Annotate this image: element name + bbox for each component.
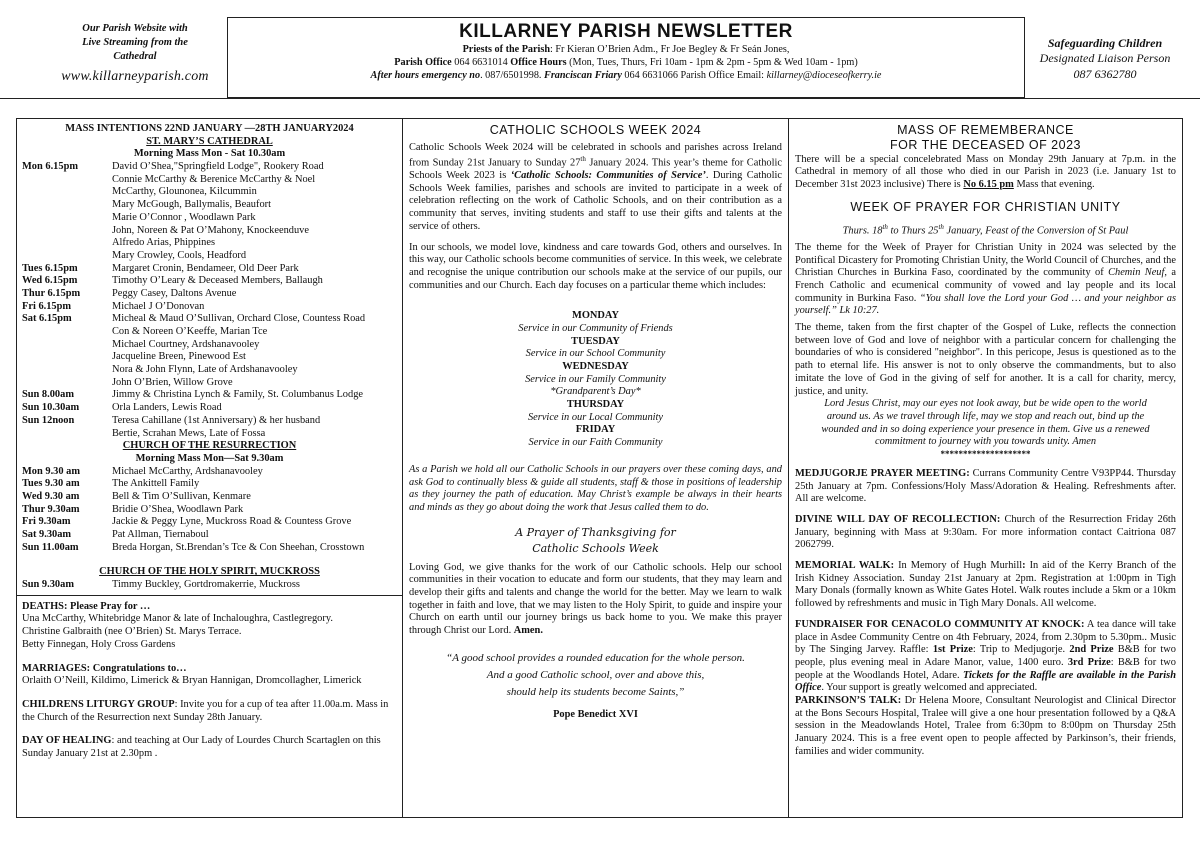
email-link[interactable]: killarney@dioceseofkerry.ie bbox=[766, 70, 882, 82]
intention-name: Timmy Buckley, Gortdromakerrie, Muckross bbox=[112, 579, 300, 591]
quote-author: Pope Benedict XVI bbox=[553, 708, 638, 720]
mass-time bbox=[22, 339, 112, 352]
cenacolo-fundraiser-notice: FUNDRAISER FOR CENACOLO COMMUNITY AT KNOCK: A tea dance will take place in Asdee Community Centre on 4th February, 2024, from 2.30pm to 5.30pm.. Music by The Singing Jarvey. Raffle: 1st Prize: Trip to Medjugorje. 2nd Prize B&B for two people, plus evening meal in Adare Manor, value, 1400 euro. 3rd Prize: B&B for two people at the Woodlands Hotel, Adare. Tickets for the Raffle are available in the Parish Office. Your support is greatly welcomed and appreciated. bbox=[795, 618, 1176, 694]
mass-intention-row bbox=[22, 237, 397, 250]
christian-unity-prayer: Lord Jesus Christ, may our eyes not look away, but be wide open to the world around us. As we travel through life, may we stop and reach out, bind up the wounded and in so doing experience your presence in them. Give us a renewed commitment to journey with you towards unity. Amen bbox=[821, 398, 1150, 448]
intention-name: Michael J O’Donovan bbox=[112, 300, 205, 312]
mass-time bbox=[22, 225, 112, 238]
mass-intention-row bbox=[22, 466, 397, 479]
mass-intention-row bbox=[22, 326, 397, 339]
intention-name: Con & Noreen O’Keeffe, Marian Tce bbox=[112, 326, 268, 337]
mass-intention-row bbox=[22, 313, 397, 326]
medjugorje-notice: MEDJUGORJE PRAYER MEETING: Currans Community Centre V93PP44. Thursday 25th January at 7pm. Confessions/Holy Mass/Adoration & Healing. Refreshments after. All are welcome. bbox=[795, 467, 1176, 505]
intention-name: David O’Shea,"Springfield Lodge", Rookery Road bbox=[112, 161, 324, 173]
mass-intention-row bbox=[22, 275, 397, 288]
prayer-title: A Prayer of Thanksgiving for Catholic Schools Week bbox=[515, 525, 676, 556]
mass-time: Sun 8.00am bbox=[22, 389, 74, 401]
website-intro: Our Parish Website with Live Streaming from the Cathedral bbox=[82, 23, 188, 62]
mass-time bbox=[22, 186, 112, 199]
mass-time bbox=[22, 174, 112, 187]
deaths-section: DEATHS: Please Pray for … Una McCarthy, Whitebridge Manor & late of Inchaloughra, Castlegregory. Christine Galbraith (nee O’Brien) St. Marys Terrace. Betty Finnegan, Holy Cross Gardens bbox=[22, 600, 333, 650]
cathedral-heading: ST. MARY’S CATHEDRAL bbox=[146, 135, 273, 147]
mass-intention-row bbox=[22, 402, 397, 415]
prayer-text: Loving God, we give thanks for the work of our Catholic schools. Help our school communities in their vocation to educate and form our students, that they may learn and develop their gifts and talents and change the world for the better. May we learn to walk together in faith and love, that we may listen to the Holy Spirit, to guide and inspire your Church on earth until our journey brings us back home to you. We make this prayer through Christ our Lord. Amen. bbox=[409, 561, 782, 637]
day-theme: Service in our School Community bbox=[525, 348, 666, 360]
catholic-schools-column bbox=[402, 118, 789, 818]
remembrance-text: There will be a special concelebrated Mass on Monday 29th January at 7p.m. in the Cathedral in memory of all those who died in our Parish in 2023 (i.e. January 1st to December 31st 2023 inclusive) There is No 6.15 pm Mass that evening. bbox=[795, 153, 1176, 190]
mass-intention-row bbox=[22, 364, 397, 377]
christian-unity-dates: Thurs. 18th to Thurs 25th January, Feast of the Conversion of St Paul bbox=[842, 222, 1129, 237]
day-of-healing-section: DAY OF HEALING: and teaching at Our Lady of Lourdes Church Scartaglen on this Sunday January 21st at 2.30pm . bbox=[22, 735, 381, 759]
day-theme: Service in our Local Community bbox=[527, 411, 664, 423]
mass-intention-row bbox=[22, 428, 397, 441]
mass-intention-row bbox=[22, 339, 397, 352]
mass-intention-row bbox=[22, 504, 397, 517]
mass-intention-row bbox=[22, 579, 397, 592]
christian-unity-theme: The theme for the Week of Prayer for Christian Unity in 2024 was selected by the Pontifical Dicastery for Promoting Christian Unity, the World Council of Churches, and the Christian Churches in Burkina Faso, coordinated by the community of Chemin Neuf, a French Catholic and ecumenical community of vowed and lay people and its local community in Burkina Faso. “You shall love the Lord your God … and your neighbor as yourself.” Lk 10:27. bbox=[795, 241, 1176, 317]
intention-name: Michael McCarthy, Ardshanavooley bbox=[112, 465, 263, 477]
mass-intention-row bbox=[22, 491, 397, 504]
intention-name: Mary McGough, Ballymalis, Beaufort bbox=[112, 199, 272, 211]
mass-time: Mon 9.30 am bbox=[22, 465, 81, 477]
mass-intentions-column bbox=[16, 118, 402, 818]
christian-unity-reflection: The theme, taken from the first chapter of the Gospel of Luke, reflects the connection between love of God and love of neighbor with a particular concern for challenging the boundaries of who is considered "neighbor". In this pericope, Jesus is questioned as to the path to eternal life. His answer is not to only observe the commandments, but to also imitate the love of God in the giving of self for another. It is a call for charity, mercy, justice, and unity. bbox=[795, 322, 1176, 397]
memorial-walk-notice: MEMORIAL WALK: In Memory of Hugh Murhill: In aid of the Kerry Branch of the Irish Kidney Association. Sunday 21st January at 2pm. Registration at 1:00pm in Tigh Mary Donals (formally known as White Gates Hotel. Walk routes include a 5km or a 10km followed by refreshments and music in Tigh Mary Donals. All welcome. bbox=[795, 560, 1176, 610]
website-link[interactable]: www.killarneyparish.com bbox=[61, 68, 209, 84]
mass-time: Thur 9.30am bbox=[22, 503, 80, 515]
mass-time bbox=[22, 428, 112, 441]
mass-time: Wed 6.15pm bbox=[22, 275, 78, 287]
resurrection-morning-mass: Morning Mass Mon—Sat 9.30am bbox=[135, 452, 284, 464]
intention-name: Bertie, Scrahan Mews, Late of Fossa bbox=[112, 427, 266, 439]
intention-name: Breda Horgan, St.Brendan’s Tce & Con Sheehan, Crosstown bbox=[112, 541, 365, 553]
mass-time: Thur 6.15pm bbox=[22, 287, 81, 299]
day-name: TUESDAY bbox=[571, 335, 620, 347]
mass-intention-row bbox=[22, 250, 397, 263]
schools-week-title: CATHOLIC SCHOOLS WEEK 2024 bbox=[489, 123, 702, 137]
day-name: WEDNESDAY bbox=[562, 361, 629, 373]
mass-time: Tues 6.15pm bbox=[22, 262, 78, 274]
resurrection-intentions bbox=[22, 466, 397, 555]
mass-intention-row bbox=[22, 478, 397, 491]
mass-time: Fri 6.15pm bbox=[22, 300, 72, 312]
intention-name: Pat Allman, Tiernaboul bbox=[112, 529, 209, 540]
mass-time bbox=[22, 199, 112, 212]
intention-name: Alfredo Arias, Phippines bbox=[112, 237, 216, 249]
mass-time: Tues 9.30 am bbox=[22, 478, 80, 490]
mass-intentions-title: MASS INTENTIONS 22ND JANUARY —28TH JANUARY2024 bbox=[65, 123, 354, 134]
remembrance-title: MASS OF REMEMBERANCE FOR THE DECEASED OF 2023 bbox=[890, 123, 1081, 153]
mass-intention-row bbox=[22, 377, 397, 390]
priests-line: Priests of the Parish: Fr Kieran O’Brien Adm., Fr Joe Begley & Fr Seán Jones, bbox=[462, 44, 790, 56]
resurrection-heading: CHURCH OF THE RESURRECTION bbox=[122, 440, 297, 452]
day-theme: Service in our Family Community bbox=[525, 373, 666, 385]
intention-name: Connie McCarthy & Berenice McCarthy & Noel bbox=[112, 173, 316, 185]
parish-prayer-intention: As a Parish we hold all our Catholic Schools in our prayers over these coming days, and ask God to continually bless & guide all students, staff & those in positions of leadership as they journey the path of education. May Christ’s example be always in their hearts and minds as they go about doing the work that Jesus called them to do. bbox=[409, 463, 782, 513]
website-box bbox=[40, 22, 230, 85]
day-theme: *Grandparent’s Day* bbox=[550, 386, 641, 398]
benedict-quote: “A good school provides a rounded education for the whole person. And a good Catholic school, over and above this, should help its students become Saints,” bbox=[446, 651, 745, 698]
cathedral-intentions bbox=[22, 161, 397, 440]
intention-name: Jackie & Peggy Lyne, Muckross Road & Countess Grove bbox=[112, 516, 352, 528]
intention-name: Bridie O’Shea, Woodlawn Park bbox=[112, 503, 244, 515]
mass-intention-row bbox=[22, 542, 397, 555]
mass-intention-row bbox=[22, 529, 397, 542]
mass-intention-row bbox=[22, 351, 397, 364]
daily-themes bbox=[409, 310, 782, 450]
intention-name: McCarthy, Glounonea, Kilcummin bbox=[112, 186, 257, 198]
newsletter-masthead bbox=[227, 17, 1025, 98]
holy-spirit-intentions bbox=[22, 579, 397, 592]
intention-name: Michael Courtney, Ardshanavooley bbox=[112, 338, 260, 350]
mass-intention-row bbox=[22, 415, 397, 428]
mass-time bbox=[22, 364, 112, 377]
mass-intention-row bbox=[22, 516, 397, 529]
parkinsons-talk-notice: PARKINSON’S TALK: Dr Helena Moore, Consultant Neurologist and Clinical Director at the Bons Secours Hospital, Tralee will give a one hour presentation followed by a Q&A session in the Meadowlands Hotel, Tralee from 6:30pm to 8:00pm on Thursday 25th January 2024. This is a free event open to people affected by Parkinson’s, their friends, families and wider community. bbox=[795, 694, 1176, 757]
stars-divider: ******************** bbox=[940, 448, 1031, 459]
mass-intention-row bbox=[22, 301, 397, 314]
mass-time bbox=[22, 237, 112, 250]
intention-name: Teresa Cahillane (1st Anniversary) & her husband bbox=[112, 414, 321, 426]
notices-column bbox=[789, 118, 1183, 818]
intention-name: John O’Brien, Willow Grove bbox=[112, 376, 233, 388]
header-divider bbox=[0, 98, 1200, 99]
mass-intention-row bbox=[22, 225, 397, 238]
intention-name: Margaret Cronin, Bendameer, Old Deer Park bbox=[112, 262, 299, 274]
mass-intention-row bbox=[22, 389, 397, 402]
day-theme: Service in our Faith Community bbox=[528, 437, 663, 449]
mass-intention-row bbox=[22, 212, 397, 225]
day-name: MONDAY bbox=[572, 310, 619, 322]
cathedral-morning-mass: Morning Mass Mon - Sat 10.30am bbox=[133, 148, 286, 160]
mass-time bbox=[22, 377, 112, 390]
mass-intention-row bbox=[22, 288, 397, 301]
day-theme: Service in our Community of Friends bbox=[518, 322, 673, 334]
intention-name: Marie O’Connor , Woodlawn Park bbox=[112, 211, 256, 223]
mass-time bbox=[22, 351, 112, 364]
safeguarding-box: Safeguarding Children Designated Liaison Person 087 6362780 bbox=[1039, 36, 1171, 81]
day-name: FRIDAY bbox=[575, 424, 616, 436]
mass-intention-row bbox=[22, 174, 397, 187]
intention-name: Orla Landers, Lewis Road bbox=[112, 402, 222, 414]
mass-time: Sun 10.30am bbox=[22, 402, 80, 414]
intention-name: Nora & John Flynn, Late of Ardshanavooley bbox=[112, 364, 298, 376]
christian-unity-title: WEEK OF PRAYER FOR CHRISTIAN UNITY bbox=[850, 199, 1121, 214]
mass-intention-row bbox=[22, 186, 397, 199]
mass-time: Sun 11.00am bbox=[22, 541, 79, 553]
schools-week-body: In our schools, we model love, kindness and care towards God, others and ourselves. In this way, our Catholic schools become communities of service. In this week, we celebrate and recognise the unique contribution our schools make at the service of our pupils, our communities and our Church. Each day focuses on a particular theme which includes: bbox=[409, 241, 782, 291]
mass-time: Wed 9.30 am bbox=[22, 490, 80, 502]
mass-time: Mon 6.15pm bbox=[22, 161, 78, 173]
mass-time: Sat 9.30am bbox=[22, 529, 72, 540]
intention-name: Jacqueline Breen, Pinewood Est bbox=[112, 351, 246, 363]
divine-will-notice: DIVINE WILL DAY OF RECOLLECTION: Church of the Resurrection Friday 26th January, beginning with Mass at 9:30am. For more information contact Caitriona 087 2062799. bbox=[795, 514, 1176, 551]
mass-intention-row bbox=[22, 199, 397, 212]
emergency-line: After hours emergency no. 087/6501998. Franciscan Friary 064 6631066 Parish Office Email: killarney@dioceseofkerry.ie bbox=[370, 70, 882, 82]
mass-intention-row bbox=[22, 263, 397, 276]
holy-spirit-heading: CHURCH OF THE HOLY SPIRIT, MUCKROSS bbox=[99, 566, 320, 578]
intention-name: John, Noreen & Pat O’Mahony, Knockeenduve bbox=[112, 224, 309, 236]
mass-time: Sat 6.15pm bbox=[22, 313, 72, 325]
schools-week-intro: Catholic Schools Week 2024 will be celebrated in schools and parishes across Ireland from Sunday 21st January to Sunday 27th January 2024. This year’s theme for Catholic Schools Week 2023 is ‘Catholic Schools: Communities of Service’. During Catholic Schools Week families, parishes and schools are invited to participate in a week of celebration reflecting on the work of Catholic Schools, and on their contribution as a community that serves, inviting students and staff to use their gifts and talents at the service of others. bbox=[409, 142, 782, 232]
mass-time: Sun 12noon bbox=[22, 414, 75, 426]
intention-name: Micheal & Maud O’Sullivan, Orchard Close, Countess Road bbox=[112, 313, 366, 325]
mass-time bbox=[22, 212, 112, 225]
mass-time: Fri 9.30am bbox=[22, 516, 71, 528]
intention-name: Jimmy & Christina Lynch & Family, St. Columbanus Lodge bbox=[112, 389, 364, 401]
mass-intention-row bbox=[22, 161, 397, 174]
intention-name: The Ankittell Family bbox=[112, 478, 200, 490]
intention-name: Peggy Casey, Daltons Avenue bbox=[112, 287, 237, 299]
office-line: Parish Office 064 6631014 Office Hours (Mon, Tues, Thurs, Fri 10am - 1pm & 2pm - 5pm & Wed 10am - 1pm) bbox=[394, 57, 858, 69]
childrens-liturgy-section: CHILDRENS LITURGY GROUP: Invite you for a cup of tea after 11.00a.m. Mass in the Church of the Resurrection next Sunday 28th January. bbox=[22, 698, 389, 723]
newsletter-title: KILLARNEY PARISH NEWSLETTER bbox=[459, 21, 793, 42]
day-name: THURSDAY bbox=[566, 399, 625, 411]
mass-time bbox=[22, 250, 112, 263]
intention-name: Timothy O’Leary & Deceased Members, Ballaugh bbox=[112, 275, 323, 287]
intention-name: Mary Crowley, Cools, Headford bbox=[112, 249, 247, 261]
mass-time: Sun 9.30am bbox=[22, 579, 74, 591]
intention-name: Bell & Tim O’Sullivan, Kenmare bbox=[112, 490, 251, 502]
marriages-section: MARRIAGES: Congratulations to… Orlaith O’Neill, Kildimo, Limerick & Bryan Hannigan, Dromcollagher, Limerick bbox=[22, 662, 362, 687]
mass-time bbox=[22, 326, 112, 339]
